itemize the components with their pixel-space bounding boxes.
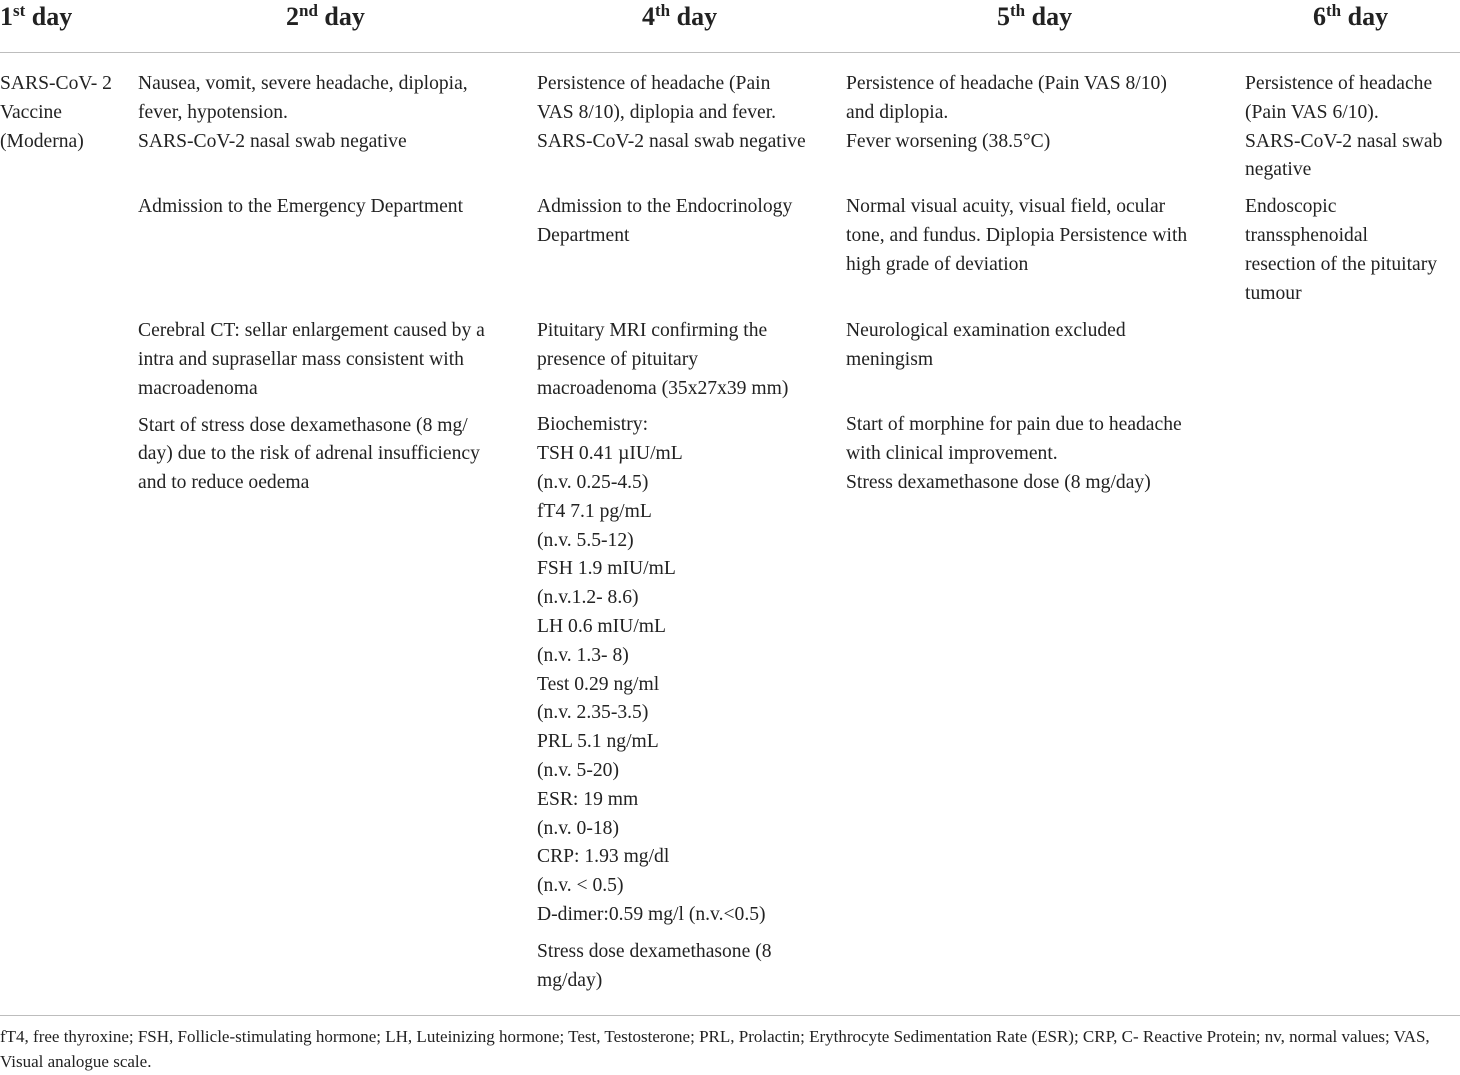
cell-line: (n.v. 5-20) bbox=[537, 759, 619, 781]
cell-line: (Moderna) bbox=[0, 130, 84, 152]
cell-line: PRL 5.1 ng/mL bbox=[537, 731, 659, 753]
column-day-2 bbox=[138, 70, 528, 498]
cell-line: VAS 8/10), diplopia and fever. bbox=[537, 101, 777, 123]
cell-day-5-morphine bbox=[846, 411, 1236, 497]
cell-line: FSH 1.9 mIU/mL bbox=[537, 558, 676, 580]
cell-line: Fever worsening (38.5°C) bbox=[846, 130, 1051, 152]
cell-line: Admission to the Emergency Department bbox=[138, 196, 464, 218]
header-day-6-word: day bbox=[1347, 2, 1389, 31]
column-day-5 bbox=[846, 70, 1236, 498]
cell-line: Department bbox=[537, 225, 630, 247]
cell-day-2-admission bbox=[138, 193, 528, 222]
cell-day-5-visual-exam bbox=[846, 193, 1236, 279]
cell-line: CRP: 1.93 mg/dl bbox=[537, 846, 670, 868]
cell-line: Endoscopic bbox=[1245, 196, 1337, 218]
cell-day-6-surgery bbox=[1245, 193, 1457, 308]
cell-line: Persistence of headache bbox=[1245, 73, 1433, 94]
column-day-4 bbox=[537, 70, 837, 995]
cell-line: Vaccine bbox=[0, 101, 63, 123]
table-footnote: fT4, free thyroxine; FSH, Follicle-stimulating hormone; LH, Luteinizing hormone; Test, Testosterone; PRL, Prolactin; Erythrocyte Sedimentation Rate (ESR); CRP, C- Reactive Protein; nv, normal values; VAS, Visual analogue scale. bbox=[0, 1027, 1430, 1071]
cell-line: with clinical improvement. bbox=[846, 443, 1058, 465]
header-day-6-suffix: th bbox=[1326, 1, 1342, 20]
cell-line: intra and suprasellar mass consistent with bbox=[138, 348, 464, 370]
cell-line: (n.v. 2.35-3.5) bbox=[537, 702, 649, 724]
cell-line: Persistence of headache (Pain bbox=[537, 73, 771, 94]
cell-line: (Pain VAS 6/10). bbox=[1245, 101, 1379, 123]
header-day-1-suffix: st bbox=[13, 1, 26, 20]
cell-line: (n.v. 1.3- 8) bbox=[537, 644, 629, 666]
cell-line: tumour bbox=[1245, 282, 1302, 304]
cell-line: resection of the pituitary bbox=[1245, 253, 1438, 275]
header-day-4-number: 4 bbox=[642, 2, 655, 31]
header-day-6 bbox=[1313, 0, 1388, 34]
header-day-2-word: day bbox=[324, 2, 365, 31]
cell-line: Normal visual acuity, visual field, ocular bbox=[846, 196, 1166, 218]
cell-day-2-dexamethasone bbox=[138, 412, 528, 498]
header-day-2-number: 2 bbox=[286, 2, 299, 31]
cell-line: SARS-CoV-2 nasal swab negative bbox=[138, 130, 407, 152]
table-header bbox=[0, 0, 1460, 53]
footer-divider bbox=[0, 1015, 1460, 1016]
cell-line: (n.v.1.2- 8.6) bbox=[537, 587, 639, 609]
header-day-2-suffix: nd bbox=[299, 1, 318, 20]
header-day-4-suffix: th bbox=[655, 1, 671, 20]
cell-day-1-vaccine bbox=[0, 70, 132, 156]
cell-day-5-neurological bbox=[846, 317, 1236, 375]
column-day-6 bbox=[1245, 70, 1457, 308]
cell-day-2-ct bbox=[138, 317, 528, 403]
header-day-1-number: 1 bbox=[0, 2, 13, 31]
cell-day-4-symptoms bbox=[537, 70, 837, 156]
header-day-5-word: day bbox=[1031, 2, 1073, 31]
cell-line: (n.v. 0.25-4.5) bbox=[537, 471, 649, 493]
cell-line: transsphenoidal bbox=[1245, 224, 1368, 246]
cell-line: (n.v. < 0.5) bbox=[537, 875, 624, 897]
cell-line: Biochemistry: bbox=[537, 414, 649, 436]
cell-line: Cerebral CT: sellar enlargement caused by a bbox=[138, 320, 485, 342]
cell-line: Test 0.29 ng/ml bbox=[537, 673, 660, 695]
cell-line: Start of morphine for pain due to headache bbox=[846, 414, 1182, 436]
cell-day-2-symptoms bbox=[138, 70, 528, 156]
cell-line: LH 0.6 mIU/mL bbox=[537, 615, 666, 637]
cell-line: and diplopia. bbox=[846, 101, 949, 123]
cell-line: meningism bbox=[846, 348, 934, 370]
cell-line: negative bbox=[1245, 159, 1312, 181]
header-day-1-word: day bbox=[31, 2, 73, 31]
cell-day-5-symptoms bbox=[846, 70, 1236, 156]
header-day-1 bbox=[0, 0, 72, 34]
header-day-5 bbox=[997, 0, 1072, 34]
column-day-1 bbox=[0, 70, 132, 156]
cell-line: macroadenoma bbox=[138, 377, 258, 399]
cell-day-4-admission bbox=[537, 193, 837, 251]
cell-line: Neurological examination excluded bbox=[846, 319, 1126, 341]
cell-line: Start of stress dose dexamethasone (8 mg/ bbox=[138, 414, 468, 436]
cell-line: fever, hypotension. bbox=[138, 101, 288, 123]
cell-day-4-dexamethasone bbox=[537, 938, 837, 996]
cell-day-6-symptoms bbox=[1245, 70, 1457, 185]
cell-line: Admission to the Endocrinology bbox=[537, 196, 793, 218]
header-day-4 bbox=[642, 0, 717, 34]
header-day-2 bbox=[286, 0, 365, 34]
cell-line: SARS-CoV-2 nasal swab bbox=[1245, 130, 1443, 152]
cell-line: day) due to the risk of adrenal insufficiency bbox=[138, 443, 480, 465]
cell-line: presence of pituitary bbox=[537, 348, 699, 370]
cell-line: Stress dose dexamethasone (8 bbox=[537, 940, 772, 962]
cell-day-4-mri bbox=[537, 317, 837, 403]
cell-line: tone, and fundus. Diplopia Persistence with bbox=[846, 225, 1188, 247]
cell-line: TSH 0.41 µIU/mL bbox=[537, 443, 683, 465]
cell-line: Pituitary MRI confirming the bbox=[537, 319, 768, 341]
cell-line: (n.v. 0-18) bbox=[537, 817, 619, 839]
header-day-4-word: day bbox=[676, 2, 718, 31]
cell-line: high grade of deviation bbox=[846, 253, 1029, 275]
cell-line: D-dimer:0.59 mg/l (n.v.<0.5) bbox=[537, 903, 766, 925]
header-day-5-number: 5 bbox=[997, 2, 1010, 31]
cell-line: SARS-CoV-2 nasal swab negative bbox=[537, 130, 806, 152]
cell-line: Nausea, vomit, severe headache, diplopia, bbox=[138, 73, 468, 94]
cell-line: Persistence of headache (Pain VAS 8/10) bbox=[846, 73, 1167, 94]
cell-line: mg/day) bbox=[537, 969, 603, 991]
cell-line: (n.v. 5.5-12) bbox=[537, 529, 634, 551]
cell-line: macroadenoma (35x27x39 mm) bbox=[537, 377, 789, 399]
cell-line: SARS-CoV- 2 bbox=[0, 73, 112, 94]
cell-line: ESR: 19 mm bbox=[537, 788, 639, 810]
cell-line: Stress dexamethasone dose (8 mg/day) bbox=[846, 471, 1151, 493]
header-day-5-suffix: th bbox=[1010, 1, 1026, 20]
cell-line: fT4 7.1 pg/mL bbox=[537, 500, 652, 522]
cell-line: and to reduce oedema bbox=[138, 472, 310, 494]
header-day-6-number: 6 bbox=[1313, 2, 1326, 31]
cell-day-4-biochemistry bbox=[537, 411, 837, 929]
